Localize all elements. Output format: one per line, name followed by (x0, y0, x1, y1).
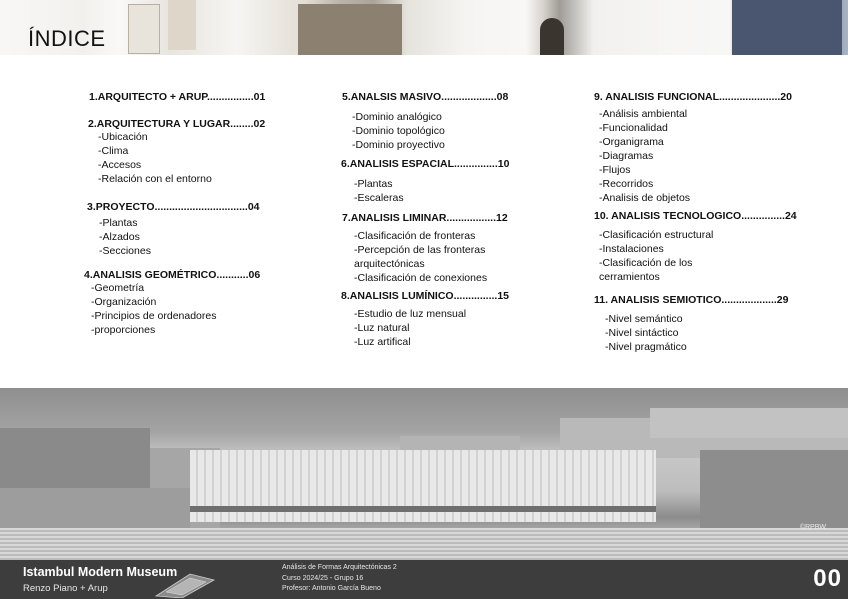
index-subitem: -Percepción de las fronteras (354, 244, 486, 256)
painting (732, 0, 842, 55)
picture-frame (168, 0, 196, 50)
index-subitem: -Luz artifical (354, 336, 411, 348)
index-entry-heading[interactable]: 11. ANALISIS SEMIOTICO...................29 (594, 294, 789, 306)
trees (0, 488, 190, 528)
index-subitem: -Dominio proyectivo (352, 139, 445, 151)
index-subitem: -Accesos (98, 159, 142, 171)
index-subitem: -Plantas (99, 217, 138, 229)
picture-frame (128, 4, 160, 54)
index-subitem: -Clasificación de fronteras (354, 230, 476, 242)
index-subitem: -Ubicación (98, 131, 148, 143)
index-subitem: -Estudio de luz mensual (354, 308, 467, 320)
index-entry-heading[interactable]: 1.ARQUITECTO + ARUP................01 (89, 91, 266, 103)
index-subitem: -Luz natural (354, 322, 410, 334)
index-entry-heading[interactable]: 3.PROYECTO................................04 (87, 201, 260, 213)
index-subitem: -Clima (98, 145, 129, 157)
index-subitem: -Principios de ordenadores (91, 310, 217, 322)
page-title: ÍNDICE (28, 26, 106, 51)
image-watermark: ©RPBW (799, 524, 826, 531)
index-subitem: cerramientos (599, 271, 660, 283)
index-subitem: arquitectónicas (354, 258, 425, 270)
index-subitem: -Organigrama (599, 136, 664, 148)
project-title: Istambul Modern Museum (23, 565, 178, 579)
index-subitem: -Clasificación de los (599, 257, 693, 269)
index-subitem: -Recorridos (599, 178, 654, 190)
visitor-figure (540, 18, 564, 55)
site-plan-icon (154, 568, 216, 598)
adjacent-building (700, 450, 848, 528)
index-entry-heading[interactable]: 2.ARQUITECTURA Y LUGAR........02 (88, 118, 266, 130)
index-subitem: -Relación con el entorno (98, 173, 212, 185)
index-subitem: -proporciones (91, 324, 156, 336)
background-buildings (650, 408, 848, 438)
index-subitem: -Geometría (91, 282, 145, 294)
course-year-group: Curso 2024/25 - Grupo 16 (282, 575, 364, 582)
index-entry-heading[interactable]: 9. ANALISIS FUNCIONAL.....................20 (594, 91, 792, 103)
index-subitem: -Secciones (99, 245, 151, 257)
index-subitem: -Clasificación de conexiones (354, 272, 488, 284)
index-subitem: -Flujos (599, 164, 631, 176)
footer-bar (0, 560, 848, 599)
painting (298, 4, 402, 55)
index-subitem: -Dominio analógico (352, 111, 442, 123)
index-subitem: -Nivel sintáctico (605, 327, 679, 339)
index-entry-heading[interactable]: 4.ANALISIS GEOMÉTRICO...........06 (84, 269, 261, 281)
project-authors: Renzo Piano + Arup (23, 583, 108, 594)
index-entry-heading[interactable]: 6.ANALISIS ESPACIAL...............10 (341, 158, 510, 170)
index-subitem: -Funcionalidad (599, 122, 668, 134)
index-subitem: -Diagramas (599, 150, 654, 162)
index-entry-heading[interactable]: 7.ANALISIS LIMINAR.................12 (342, 212, 508, 224)
museum-render-image (0, 388, 848, 560)
index-subitem: -Alzados (99, 231, 140, 243)
museum-base (190, 506, 656, 512)
index-subitem: -Análisis ambiental (599, 108, 688, 120)
professor: Profesor: Antonio García Bueno (282, 585, 381, 592)
index-subitem: -Nivel pragmático (605, 341, 687, 353)
course-name: Análisis de Formas Arquitectónicas 2 (282, 564, 397, 571)
top-banner-photo (0, 0, 848, 55)
index-subitem: -Organización (91, 296, 157, 308)
index-subitem: -Analisis de objetos (599, 192, 691, 204)
index-subitem: -Nivel semántico (605, 313, 683, 325)
index-subitem: -Plantas (354, 178, 393, 190)
water (0, 528, 848, 560)
index-subitem: -Escaleras (354, 192, 404, 204)
page-number: 00 (813, 565, 842, 592)
index-entry-heading[interactable]: 5.ANALSIS MASIVO...................08 (342, 91, 509, 103)
index-entry-heading[interactable]: 8.ANALISIS LUMÍNICO...............15 (341, 290, 510, 302)
index-subitem: -Instalaciones (599, 243, 664, 255)
index-subitem: -Clasificación estructural (599, 229, 714, 241)
index-entry-heading[interactable]: 10. ANALISIS TECNOLOGICO...............24 (594, 210, 797, 222)
index-subitem: -Dominio topológico (352, 125, 445, 137)
